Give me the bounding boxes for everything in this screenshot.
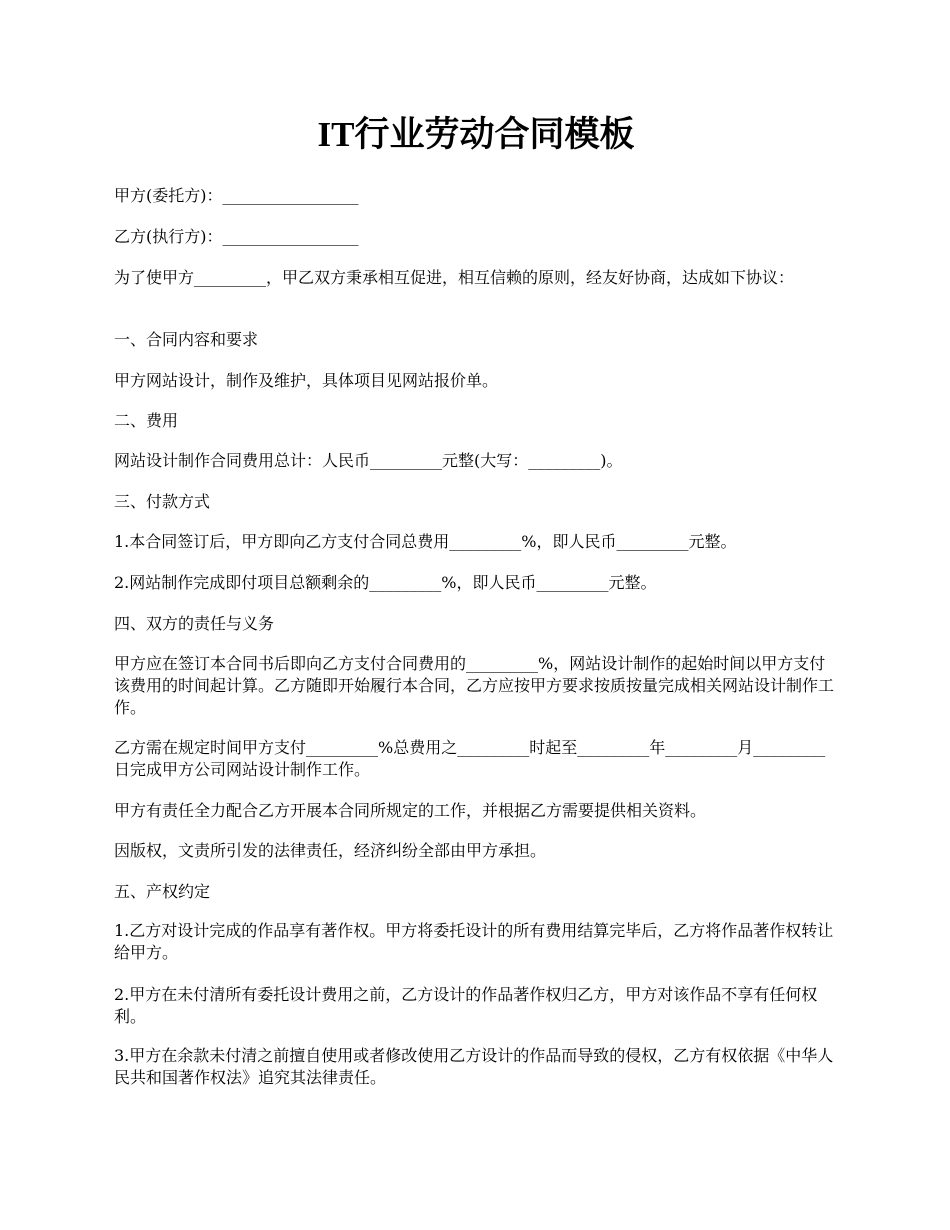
payment-clause-2: 2.网站制作完成即付项目总额剩余的_________%，即人民币_________元整。 [114, 573, 657, 592]
section-heading-4: 四、双方的责任与义务 [114, 614, 275, 633]
duty-paragraph-3: 甲方有责任全力配合乙方开展本合同所规定的工作，并根据乙方需要提供相关资料。 [114, 801, 707, 820]
fee-paragraph: 网站设计制作合同费用总计：人民币_________元整(大写：_________)。 [114, 451, 623, 470]
payment-clause-1: 1.本合同签订后，甲方即向乙方支付合同总费用_________%，即人民币_________元整。 [114, 532, 737, 551]
document-title: IT行业劳动合同模板 [317, 115, 635, 154]
content-paragraph: 甲方网站设计，制作及维护，具体项目见网站报价单。 [114, 371, 499, 390]
ip-clause-2: 2.甲方在未付清所有委托设计费用之前，乙方设计的作品著作权归乙方，甲方对该作品不享有任何权利。 [114, 985, 818, 1026]
section-heading-2: 二、费用 [114, 411, 179, 430]
ip-clause-1: 1.乙方对设计完成的作品享有著作权。甲方将委托设计的所有费用结算完毕后，乙方将作品著作权转让给甲方。 [114, 921, 834, 962]
section-heading-5: 五、产权约定 [114, 882, 211, 901]
duty-paragraph-2: 乙方需在规定时间甲方支付_________%总费用之_________时起至_________年_________月_________日完成甲方公司网站设计制作工作。 [114, 738, 826, 779]
preamble-paragraph: 为了使甲方_________，甲乙双方秉承相互促进，相互信赖的原则，经友好协商，达成如下协议： [114, 268, 795, 287]
party-b-line: 乙方(执行方)：_________________ [114, 227, 359, 246]
ip-clause-3: 3.甲方在余款未付清之前擅自使用或者修改使用乙方设计的作品而导致的侵权，乙方有权依据《中华人民共和国著作权法》追究其法律责任。 [114, 1046, 834, 1087]
duty-paragraph-4: 因版权，文责所引发的法律责任，经济纠纷全部由甲方承担。 [114, 841, 547, 860]
party-a-line: 甲方(委托方)：_________________ [114, 186, 359, 205]
section-heading-3: 三、付款方式 [114, 492, 211, 511]
duty-paragraph-1: 甲方应在签订本合同书后即向乙方支付合同费用的_________%，网站设计制作的起始时间以甲方支付该费用的时间起计算。乙方随即开始履行本合同，乙方应按甲方要求按质按量完成相关网站设计制作工作。 [114, 654, 835, 717]
section-heading-1: 一、合同内容和要求 [114, 330, 259, 349]
